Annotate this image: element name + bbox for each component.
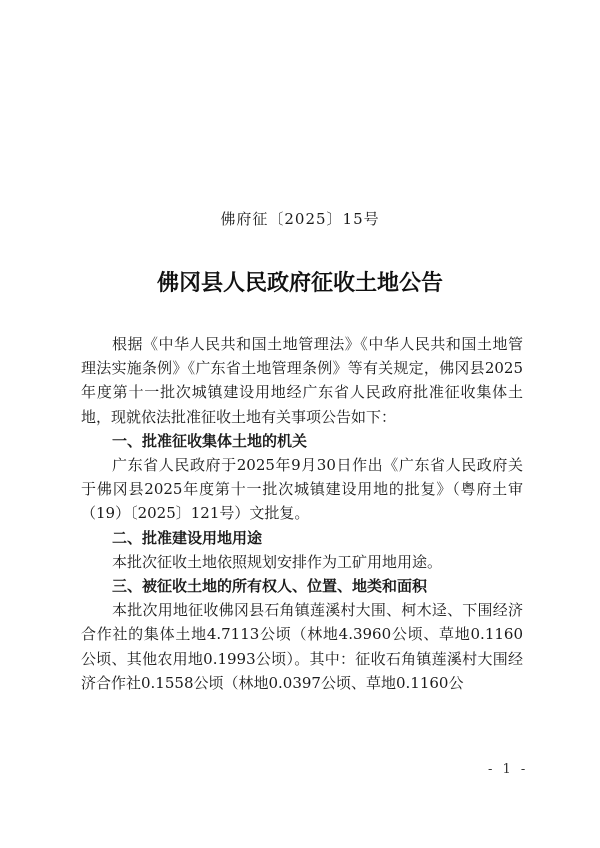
section-heading-1: 一、批准征收集体土地的机关: [112, 431, 308, 450]
paragraph-land-use: 本批次征收土地依照规划安排作为工矿用地用途。: [112, 552, 443, 571]
paragraph-approval-authority: 广东省人民政府于2025年9月30日作出《广东省人民政府关于佛冈县2025年度第十一批次城镇建设用地的批复》（粤府土审（19）〔2025〕121号）文批复。: [81, 456, 523, 523]
document-number: 佛府征〔2025〕15号: [220, 210, 380, 228]
paragraph-intro: 根据《中华人民共和国土地管理法》《中华人民共和国土地管理法实施条例》《广东省土地管理条例》等有关规定，佛冈县2025年度第十一批次城镇建设用地经广东省人民政府批准征收集体土地，现就依法批准征收土地有关事项公告如下：: [81, 335, 523, 426]
page-number: - 1 -: [488, 762, 529, 777]
document-body: [81, 332, 523, 695]
section-heading-2: 二、批准建设用地用途: [112, 528, 263, 547]
paragraph-land-owners: 本批次用地征收佛冈县石角镇莲溪村大围、柯木迳、下围经济合作社的集体土地4.7113公顷（林地4.3960公顷、草地0.1160公顷、其他农用地0.1993公顷）。其中：征收石角镇莲溪村大围经济合作社0.1558公顷（林地0.0397公顷、草地0.1160公: [81, 601, 523, 692]
section-heading-3: 三、被征收土地的所有权人、位置、地类和面积: [112, 577, 428, 596]
document-title: 佛冈县人民政府征收土地公告: [156, 270, 443, 296]
